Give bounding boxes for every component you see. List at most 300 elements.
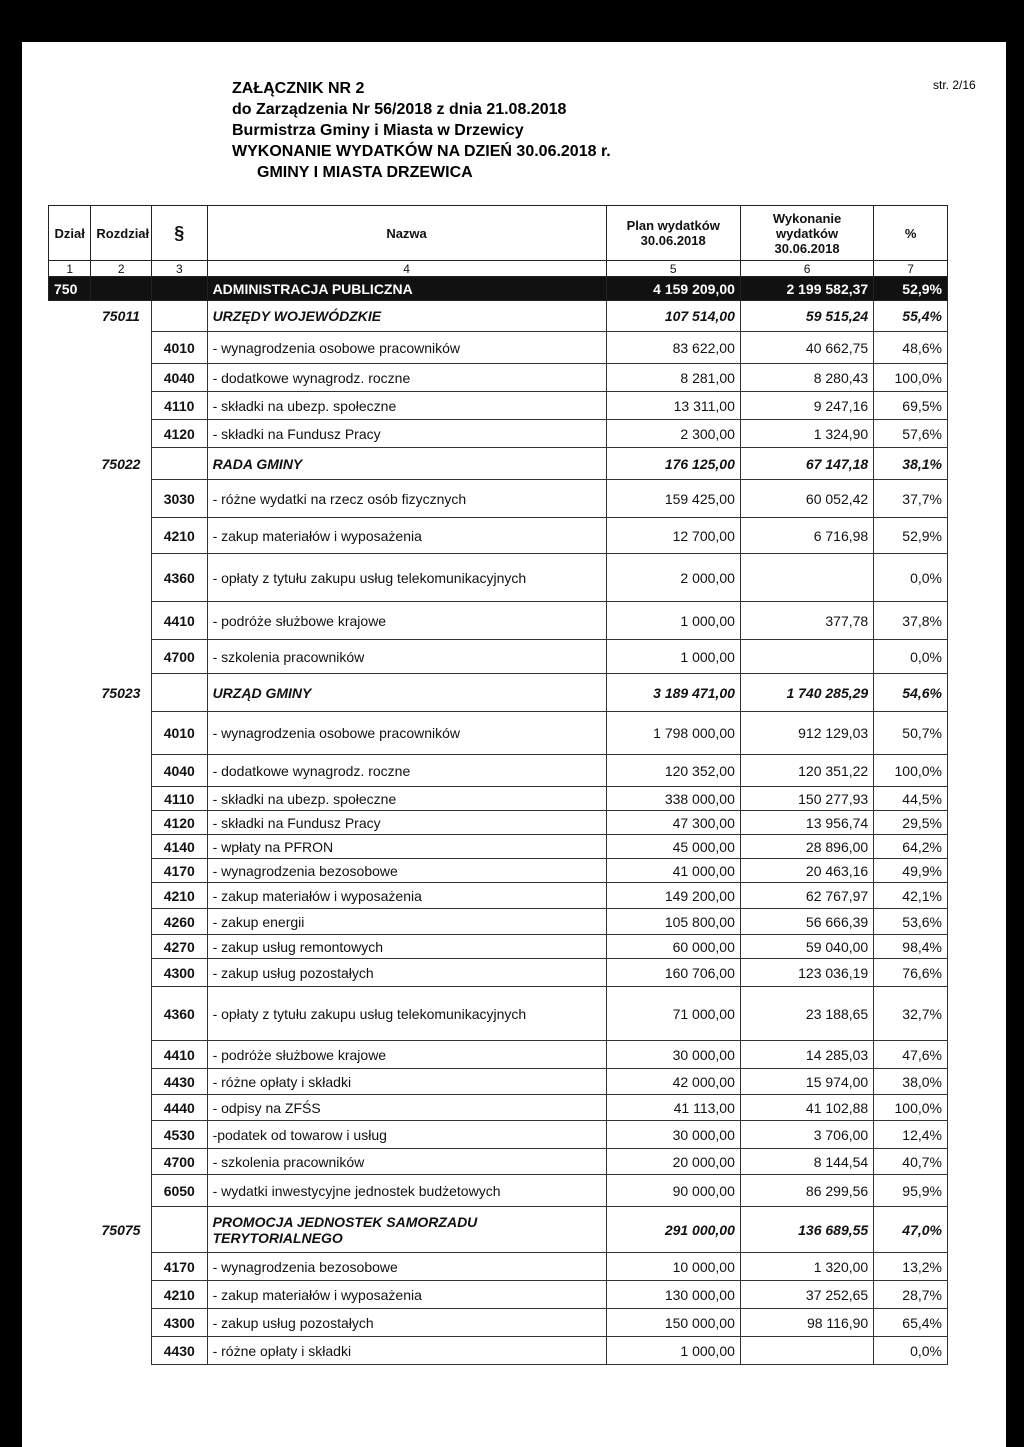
page-number: str. 2/16 bbox=[933, 78, 976, 92]
rozdzial-cell bbox=[91, 811, 152, 835]
plan-cell: 130 000,00 bbox=[606, 1281, 740, 1309]
wykonanie-cell: 3 706,00 bbox=[740, 1121, 873, 1149]
table-header-row bbox=[49, 206, 948, 261]
dzial-cell bbox=[49, 674, 91, 712]
plan-cell: 41 000,00 bbox=[606, 859, 740, 883]
nazwa-cell: - zakup materiałów i wyposażenia bbox=[207, 1281, 606, 1309]
table-row bbox=[49, 392, 948, 420]
subsection-row bbox=[49, 1207, 948, 1253]
rozdzial-cell bbox=[91, 1121, 152, 1149]
wykonanie-cell: 59 515,24 bbox=[740, 301, 873, 332]
nazwa-cell: PROMOCJA JEDNOSTEK SAMORZADU TERYTORIALNEGO bbox=[207, 1207, 606, 1253]
procent-cell: 29,5% bbox=[874, 811, 948, 835]
table-row bbox=[49, 1121, 948, 1149]
rozdzial-cell bbox=[91, 1175, 152, 1207]
plan-cell: 2 300,00 bbox=[606, 420, 740, 448]
paragraf-cell bbox=[152, 1207, 208, 1253]
nazwa-cell: - składki na Fundusz Pracy bbox=[207, 811, 606, 835]
nazwa-cell: RADA GMINY bbox=[207, 448, 606, 480]
wykonanie-cell: 1 324,90 bbox=[740, 420, 873, 448]
wykonanie-cell: 1 740 285,29 bbox=[740, 674, 873, 712]
rozdzial-cell bbox=[91, 1041, 152, 1069]
paragraf-cell: 4210 bbox=[152, 518, 208, 554]
paragraf-cell: 6050 bbox=[152, 1175, 208, 1207]
paragraf-cell: 4170 bbox=[152, 859, 208, 883]
table-row bbox=[49, 518, 948, 554]
wykonanie-cell: 377,78 bbox=[740, 602, 873, 640]
col-header-procent: % bbox=[874, 206, 948, 261]
procent-cell: 47,6% bbox=[874, 1041, 948, 1069]
procent-cell: 100,0% bbox=[874, 755, 948, 787]
column-number: 5 bbox=[606, 261, 740, 277]
dzial-cell bbox=[49, 448, 91, 480]
paragraf-cell: 4300 bbox=[152, 959, 208, 987]
nazwa-cell: URZĘDY WOJEWÓDZKIE bbox=[207, 301, 606, 332]
procent-cell: 38,1% bbox=[874, 448, 948, 480]
dzial-cell bbox=[49, 420, 91, 448]
rozdzial-cell bbox=[91, 1281, 152, 1309]
dzial-cell bbox=[49, 301, 91, 332]
plan-cell: 8 281,00 bbox=[606, 364, 740, 392]
procent-cell: 37,8% bbox=[874, 602, 948, 640]
col-header-dzial: Dział bbox=[49, 206, 91, 261]
plan-cell: 47 300,00 bbox=[606, 811, 740, 835]
dzial-cell bbox=[49, 883, 91, 909]
procent-cell: 98,4% bbox=[874, 935, 948, 959]
section-name: ADMINISTRACJA PUBLICZNA bbox=[207, 277, 606, 301]
col-header-plan: Plan wydatków 30.06.2018 bbox=[606, 206, 740, 261]
dzial-cell bbox=[49, 909, 91, 935]
rozdzial-cell: 75075 bbox=[101, 1221, 141, 1238]
nazwa-cell: - wynagrodzenia bezosobowe bbox=[207, 1253, 606, 1281]
table-row bbox=[49, 987, 948, 1041]
wykonanie-cell: 86 299,56 bbox=[740, 1175, 873, 1207]
rozdzial-cell bbox=[91, 518, 152, 554]
plan-cell: 120 352,00 bbox=[606, 755, 740, 787]
rozdzial-cell bbox=[91, 602, 152, 640]
nazwa-cell: - zakup usług remontowych bbox=[207, 935, 606, 959]
rozdzial-cell bbox=[91, 1253, 152, 1281]
dzial-cell bbox=[49, 364, 91, 392]
paragraf-cell: 4270 bbox=[152, 935, 208, 959]
plan-cell: 2 000,00 bbox=[606, 554, 740, 602]
table-row bbox=[49, 811, 948, 835]
procent-cell: 95,9% bbox=[874, 1175, 948, 1207]
section-procent: 52,9% bbox=[874, 277, 948, 301]
paragraf-cell: 4440 bbox=[152, 1095, 208, 1121]
dzial-cell bbox=[49, 554, 91, 602]
paragraf-cell: 4360 bbox=[152, 554, 208, 602]
plan-cell: 105 800,00 bbox=[606, 909, 740, 935]
subsection-row bbox=[49, 448, 948, 480]
nazwa-cell: - odpisy na ZFŚS bbox=[207, 1095, 606, 1121]
plan-cell: 10 000,00 bbox=[606, 1253, 740, 1281]
wykonanie-cell: 8 280,43 bbox=[740, 364, 873, 392]
dzial-cell bbox=[49, 787, 91, 811]
procent-cell: 0,0% bbox=[874, 640, 948, 674]
wykonanie-cell bbox=[740, 640, 873, 674]
procent-cell: 32,7% bbox=[874, 987, 948, 1041]
table-row bbox=[49, 420, 948, 448]
nazwa-cell: - dodatkowe wynagrodz. roczne bbox=[207, 755, 606, 787]
dzial-cell bbox=[49, 987, 91, 1041]
nazwa-cell: - wydatki inwestycyjne jednostek budżetowych bbox=[207, 1175, 606, 1207]
wykonanie-cell: 120 351,22 bbox=[740, 755, 873, 787]
rozdzial-cell bbox=[91, 480, 152, 518]
column-number: 6 bbox=[740, 261, 873, 277]
procent-cell: 64,2% bbox=[874, 835, 948, 859]
wykonanie-cell: 60 052,42 bbox=[740, 480, 873, 518]
paragraf-cell: 4120 bbox=[152, 420, 208, 448]
paragraf-cell: 4700 bbox=[152, 1149, 208, 1175]
table-row bbox=[49, 712, 948, 755]
subsection-row bbox=[49, 674, 948, 712]
dzial-cell bbox=[49, 712, 91, 755]
wykonanie-cell: 62 767,97 bbox=[740, 883, 873, 909]
paragraf-cell: 4260 bbox=[152, 909, 208, 935]
rozdzial-cell: 75023 bbox=[101, 684, 141, 701]
dzial-cell bbox=[49, 959, 91, 987]
table-row bbox=[49, 1041, 948, 1069]
table-row bbox=[49, 909, 948, 935]
dzial-cell bbox=[49, 1175, 91, 1207]
table-row bbox=[49, 883, 948, 909]
document-header bbox=[232, 78, 611, 183]
table-row bbox=[49, 787, 948, 811]
paragraf-cell: 4700 bbox=[152, 640, 208, 674]
dzial-cell bbox=[49, 1253, 91, 1281]
expenditure-table bbox=[48, 205, 948, 1365]
table-row bbox=[49, 1337, 948, 1365]
dzial-cell bbox=[49, 835, 91, 859]
wykonanie-cell: 6 716,98 bbox=[740, 518, 873, 554]
nazwa-cell: - dodatkowe wynagrodz. roczne bbox=[207, 364, 606, 392]
procent-cell: 12,4% bbox=[874, 1121, 948, 1149]
plan-cell: 71 000,00 bbox=[606, 987, 740, 1041]
nazwa-cell: - wynagrodzenia osobowe pracowników bbox=[207, 332, 606, 364]
table-row bbox=[49, 332, 948, 364]
dzial-cell bbox=[49, 392, 91, 420]
wykonanie-cell: 912 129,03 bbox=[740, 712, 873, 755]
column-number: 3 bbox=[152, 261, 208, 277]
nazwa-cell: URZĄD GMINY bbox=[207, 674, 606, 712]
paragraf-cell bbox=[152, 674, 208, 712]
plan-cell: 160 706,00 bbox=[606, 959, 740, 987]
rozdzial-cell bbox=[91, 755, 152, 787]
dzial-cell bbox=[49, 480, 91, 518]
table-row bbox=[49, 1175, 948, 1207]
procent-cell: 53,6% bbox=[874, 909, 948, 935]
procent-cell: 44,5% bbox=[874, 787, 948, 811]
procent-cell: 50,7% bbox=[874, 712, 948, 755]
procent-cell: 69,5% bbox=[874, 392, 948, 420]
section-dzial: 750 bbox=[49, 277, 91, 301]
plan-cell: 45 000,00 bbox=[606, 835, 740, 859]
procent-cell: 57,6% bbox=[874, 420, 948, 448]
plan-cell: 83 622,00 bbox=[606, 332, 740, 364]
procent-cell: 40,7% bbox=[874, 1149, 948, 1175]
wykonanie-cell: 9 247,16 bbox=[740, 392, 873, 420]
wykonanie-cell: 14 285,03 bbox=[740, 1041, 873, 1069]
nazwa-cell: - wpłaty na PFRON bbox=[207, 835, 606, 859]
column-number-row bbox=[49, 261, 948, 277]
plan-cell: 176 125,00 bbox=[606, 448, 740, 480]
procent-cell: 0,0% bbox=[874, 1337, 948, 1365]
table-body bbox=[49, 301, 948, 1365]
plan-cell: 42 000,00 bbox=[606, 1069, 740, 1095]
plan-cell: 1 798 000,00 bbox=[606, 712, 740, 755]
col-header-nazwa: Nazwa bbox=[207, 206, 606, 261]
plan-cell: 30 000,00 bbox=[606, 1121, 740, 1149]
nazwa-cell: - opłaty z tytułu zakupu usług telekomunikacyjnych bbox=[207, 987, 606, 1041]
column-number: 4 bbox=[207, 261, 606, 277]
procent-cell: 55,4% bbox=[874, 301, 948, 332]
procent-cell: 48,6% bbox=[874, 332, 948, 364]
table-row bbox=[49, 1281, 948, 1309]
paragraf-cell: 4530 bbox=[152, 1121, 208, 1149]
nazwa-cell: - podróże służbowe krajowe bbox=[207, 602, 606, 640]
plan-cell: 13 311,00 bbox=[606, 392, 740, 420]
nazwa-cell: - zakup materiałów i wyposażenia bbox=[207, 518, 606, 554]
subsection-row bbox=[49, 301, 948, 332]
nazwa-cell: - zakup materiałów i wyposażenia bbox=[207, 883, 606, 909]
wykonanie-cell: 150 277,93 bbox=[740, 787, 873, 811]
wykonanie-cell: 41 102,88 bbox=[740, 1095, 873, 1121]
procent-cell: 13,2% bbox=[874, 1253, 948, 1281]
wykonanie-cell: 98 116,90 bbox=[740, 1309, 873, 1337]
wykonanie-cell: 28 896,00 bbox=[740, 835, 873, 859]
rozdzial-cell bbox=[91, 909, 152, 935]
rozdzial-cell bbox=[91, 1069, 152, 1095]
header-report-title: WYKONANIE WYDATKÓW NA DZIEŃ 30.06.2018 r. bbox=[232, 143, 611, 160]
paragraf-cell: 4300 bbox=[152, 1309, 208, 1337]
column-number: 2 bbox=[91, 261, 152, 277]
table-row bbox=[49, 1253, 948, 1281]
paragraf-cell: 4430 bbox=[152, 1337, 208, 1365]
nazwa-cell: - szkolenia pracowników bbox=[207, 1149, 606, 1175]
dzial-cell bbox=[49, 1207, 91, 1253]
wykonanie-cell: 8 144,54 bbox=[740, 1149, 873, 1175]
rozdzial-cell bbox=[91, 1095, 152, 1121]
paragraf-cell bbox=[152, 448, 208, 480]
nazwa-cell: - zakup usług pozostałych bbox=[207, 1309, 606, 1337]
procent-cell: 100,0% bbox=[874, 1095, 948, 1121]
nazwa-cell: - szkolenia pracowników bbox=[207, 640, 606, 674]
rozdzial-cell bbox=[91, 935, 152, 959]
rozdzial-cell bbox=[91, 1337, 152, 1365]
table-row bbox=[49, 640, 948, 674]
table-row bbox=[49, 554, 948, 602]
rozdzial-cell bbox=[91, 420, 152, 448]
paragraf-cell: 4170 bbox=[152, 1253, 208, 1281]
section-plan: 4 159 209,00 bbox=[606, 277, 740, 301]
plan-cell: 1 000,00 bbox=[606, 602, 740, 640]
table-row bbox=[49, 755, 948, 787]
dzial-cell bbox=[49, 332, 91, 364]
plan-cell: 41 113,00 bbox=[606, 1095, 740, 1121]
dzial-cell bbox=[49, 935, 91, 959]
wykonanie-cell: 15 974,00 bbox=[740, 1069, 873, 1095]
dzial-cell bbox=[49, 1281, 91, 1309]
rozdzial-cell bbox=[91, 392, 152, 420]
paragraf-cell: 3030 bbox=[152, 480, 208, 518]
procent-cell: 47,0% bbox=[874, 1207, 948, 1253]
table-row bbox=[49, 480, 948, 518]
section-wykonanie: 2 199 582,37 bbox=[740, 277, 873, 301]
wykonanie-cell: 59 040,00 bbox=[740, 935, 873, 959]
plan-cell: 150 000,00 bbox=[606, 1309, 740, 1337]
paragraf-cell: 4360 bbox=[152, 987, 208, 1041]
dzial-cell bbox=[49, 602, 91, 640]
dzial-cell bbox=[49, 640, 91, 674]
rozdzial-cell bbox=[91, 959, 152, 987]
rozdzial-cell bbox=[91, 859, 152, 883]
column-number: 7 bbox=[874, 261, 948, 277]
rozdzial-cell bbox=[91, 332, 152, 364]
nazwa-cell: - wynagrodzenia osobowe pracowników bbox=[207, 712, 606, 755]
procent-cell: 76,6% bbox=[874, 959, 948, 987]
plan-cell: 60 000,00 bbox=[606, 935, 740, 959]
rozdzial-cell bbox=[91, 987, 152, 1041]
procent-cell: 100,0% bbox=[874, 364, 948, 392]
dzial-cell bbox=[49, 1041, 91, 1069]
paragraf-cell: 4110 bbox=[152, 392, 208, 420]
plan-cell: 20 000,00 bbox=[606, 1149, 740, 1175]
procent-cell: 0,0% bbox=[874, 554, 948, 602]
section-row bbox=[49, 277, 948, 301]
table-row bbox=[49, 1069, 948, 1095]
table-row bbox=[49, 364, 948, 392]
table-row bbox=[49, 959, 948, 987]
table-row bbox=[49, 1309, 948, 1337]
paragraf-cell: 4210 bbox=[152, 1281, 208, 1309]
nazwa-cell: - różne opłaty i składki bbox=[207, 1337, 606, 1365]
dzial-cell bbox=[49, 811, 91, 835]
paragraf-cell: 4040 bbox=[152, 364, 208, 392]
rozdzial-cell bbox=[91, 835, 152, 859]
plan-cell: 30 000,00 bbox=[606, 1041, 740, 1069]
wykonanie-cell: 23 188,65 bbox=[740, 987, 873, 1041]
paragraf-cell: 4140 bbox=[152, 835, 208, 859]
nazwa-cell: - składki na ubezp. społeczne bbox=[207, 787, 606, 811]
nazwa-cell: - podróże służbowe krajowe bbox=[207, 1041, 606, 1069]
wykonanie-cell: 67 147,18 bbox=[740, 448, 873, 480]
nazwa-cell: -podatek od towarow i usług bbox=[207, 1121, 606, 1149]
wykonanie-cell: 37 252,65 bbox=[740, 1281, 873, 1309]
rozdzial-cell bbox=[91, 554, 152, 602]
nazwa-cell: - różne wydatki na rzecz osób fizycznych bbox=[207, 480, 606, 518]
dzial-cell bbox=[49, 1095, 91, 1121]
plan-cell: 107 514,00 bbox=[606, 301, 740, 332]
plan-cell: 12 700,00 bbox=[606, 518, 740, 554]
plan-cell: 3 189 471,00 bbox=[606, 674, 740, 712]
wykonanie-cell bbox=[740, 554, 873, 602]
plan-cell: 159 425,00 bbox=[606, 480, 740, 518]
wykonanie-cell: 13 956,74 bbox=[740, 811, 873, 835]
table-row bbox=[49, 935, 948, 959]
paragraf-cell: 4210 bbox=[152, 883, 208, 909]
rozdzial-cell bbox=[91, 640, 152, 674]
nazwa-cell: - składki na Fundusz Pracy bbox=[207, 420, 606, 448]
plan-cell: 291 000,00 bbox=[606, 1207, 740, 1253]
nazwa-cell: - wynagrodzenia bezosobowe bbox=[207, 859, 606, 883]
wykonanie-cell: 40 662,75 bbox=[740, 332, 873, 364]
wykonanie-cell: 1 320,00 bbox=[740, 1253, 873, 1281]
nazwa-cell: - opłaty z tytułu zakupu usług telekomunikacyjnych bbox=[207, 554, 606, 602]
paragraf-cell: 4430 bbox=[152, 1069, 208, 1095]
dzial-cell bbox=[49, 1309, 91, 1337]
paragraf-cell bbox=[152, 301, 208, 332]
col-header-wykonanie: Wykonanie wydatków 30.06.2018 bbox=[740, 206, 873, 261]
paragraf-cell: 4110 bbox=[152, 787, 208, 811]
paragraf-cell: 4410 bbox=[152, 1041, 208, 1069]
nazwa-cell: - różne opłaty i składki bbox=[207, 1069, 606, 1095]
paragraf-cell: 4010 bbox=[152, 712, 208, 755]
procent-cell: 65,4% bbox=[874, 1309, 948, 1337]
table-row bbox=[49, 602, 948, 640]
paragraf-cell: 4120 bbox=[152, 811, 208, 835]
header-municipality: GMINY I MIASTA DRZEWICA bbox=[257, 164, 473, 181]
col-header-paragraf: § bbox=[152, 206, 208, 261]
procent-cell: 52,9% bbox=[874, 518, 948, 554]
nazwa-cell: - zakup energii bbox=[207, 909, 606, 935]
dzial-cell bbox=[49, 1069, 91, 1095]
rozdzial-cell bbox=[91, 712, 152, 755]
attachment-title: ZAŁĄCZNIK NR 2 bbox=[232, 80, 365, 97]
rozdzial-cell: 75022 bbox=[101, 455, 141, 472]
rozdzial-cell bbox=[91, 787, 152, 811]
table-row bbox=[49, 859, 948, 883]
header-mayor: Burmistrza Gminy i Miasta w Drzewicy bbox=[232, 122, 524, 139]
col-header-rozdzial: Rozdział bbox=[91, 206, 152, 261]
wykonanie-cell: 123 036,19 bbox=[740, 959, 873, 987]
dzial-cell bbox=[49, 755, 91, 787]
rozdzial-cell bbox=[91, 883, 152, 909]
paragraf-cell: 4410 bbox=[152, 602, 208, 640]
procent-cell: 37,7% bbox=[874, 480, 948, 518]
wykonanie-cell: 136 689,55 bbox=[740, 1207, 873, 1253]
rozdzial-cell bbox=[91, 1149, 152, 1175]
wykonanie-cell bbox=[740, 1337, 873, 1365]
procent-cell: 38,0% bbox=[874, 1069, 948, 1095]
dzial-cell bbox=[49, 1149, 91, 1175]
procent-cell: 54,6% bbox=[874, 674, 948, 712]
column-number: 1 bbox=[49, 261, 91, 277]
plan-cell: 90 000,00 bbox=[606, 1175, 740, 1207]
dzial-cell bbox=[49, 1121, 91, 1149]
plan-cell: 149 200,00 bbox=[606, 883, 740, 909]
table-row bbox=[49, 1149, 948, 1175]
paragraf-cell: 4010 bbox=[152, 332, 208, 364]
table-row bbox=[49, 835, 948, 859]
procent-cell: 49,9% bbox=[874, 859, 948, 883]
rozdzial-cell bbox=[91, 1309, 152, 1337]
nazwa-cell: - zakup usług pozostałych bbox=[207, 959, 606, 987]
dzial-cell bbox=[49, 518, 91, 554]
nazwa-cell: - składki na ubezp. społeczne bbox=[207, 392, 606, 420]
rozdzial-cell bbox=[91, 364, 152, 392]
plan-cell: 338 000,00 bbox=[606, 787, 740, 811]
procent-cell: 42,1% bbox=[874, 883, 948, 909]
rozdzial-cell: 75011 bbox=[102, 308, 140, 325]
wykonanie-cell: 20 463,16 bbox=[740, 859, 873, 883]
plan-cell: 1 000,00 bbox=[606, 640, 740, 674]
procent-cell: 28,7% bbox=[874, 1281, 948, 1309]
dzial-cell bbox=[49, 859, 91, 883]
dzial-cell bbox=[49, 1337, 91, 1365]
wykonanie-cell: 56 666,39 bbox=[740, 909, 873, 935]
plan-cell: 1 000,00 bbox=[606, 1337, 740, 1365]
